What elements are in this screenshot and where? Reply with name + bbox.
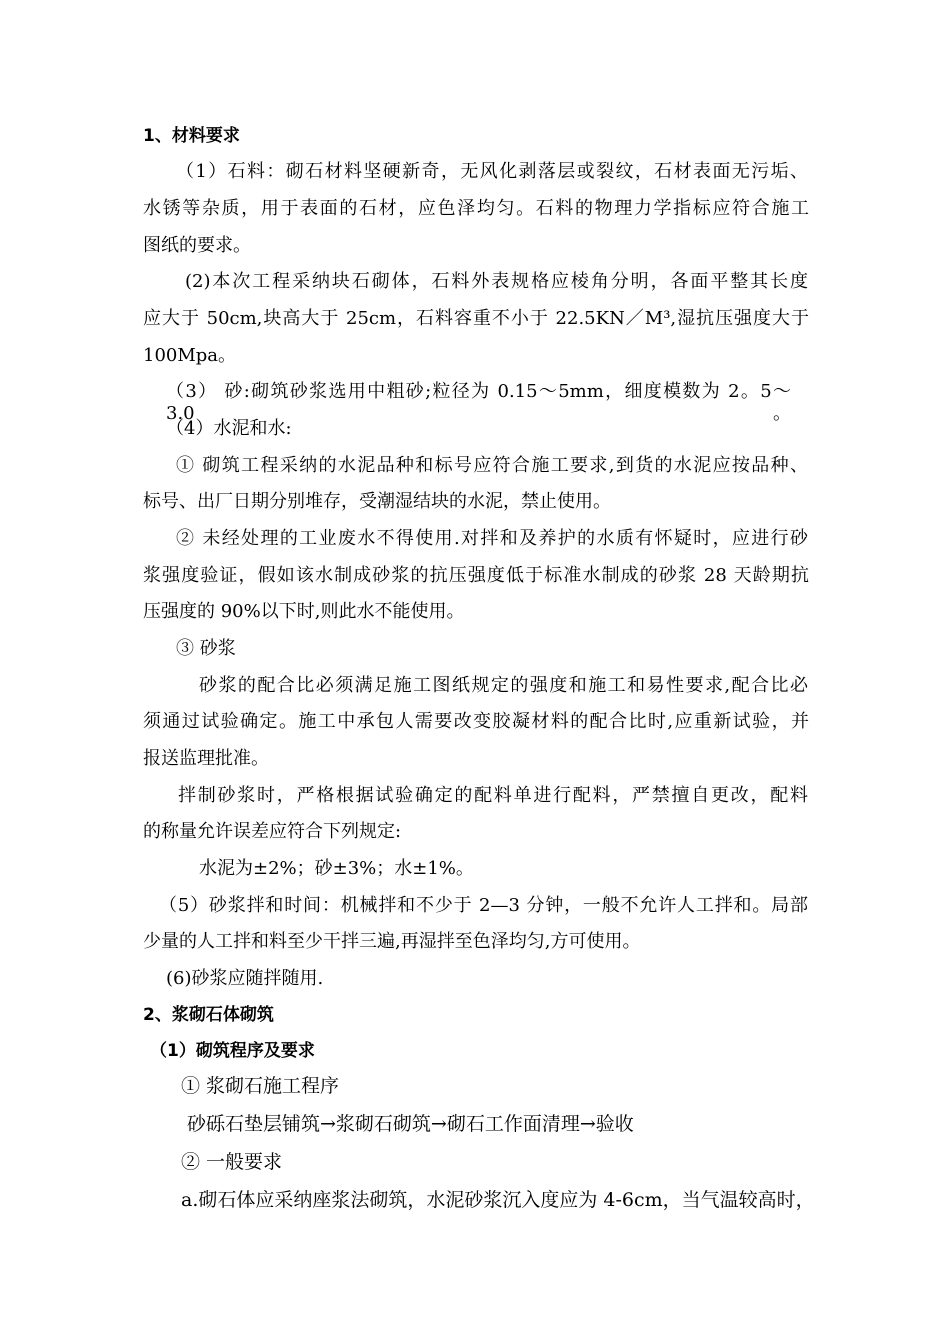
- paragraph-line: 砂砾石垫层铺筑→浆砌石砌筑→砌石工作面清理→验收: [187, 1113, 634, 1135]
- paragraph-line: 压强度的 90%以下时,则此水不能使用。: [143, 601, 465, 622]
- paragraph-line: ① 浆砌石施工程序: [181, 1075, 340, 1097]
- section-heading-1: 1、材料要求: [143, 126, 240, 146]
- paragraph-line: 100Mpa。: [143, 345, 237, 366]
- paragraph-line: 水锈等杂质，用于表面的石材，应色泽均匀。石料的物理力学指标应符合施工: [143, 198, 809, 219]
- section-heading-2: 2、浆砌石体砌筑: [143, 1005, 274, 1025]
- paragraph-line: 水泥为±2%；砂±3%；水±1%。: [199, 858, 474, 879]
- paragraph-line: a.砌石体应采纳座浆法砌筑，水泥砂浆沉入度应为 4-6cm，当气温较高时，: [181, 1189, 815, 1211]
- paragraph-line: ② 未经处理的工业废水不得使用.对拌和及养护的水质有怀疑时，应进行砂: [176, 528, 808, 549]
- paragraph-line: （5）砂浆拌和时间：机械拌和不少于 2—3 分钟，一般不允许人工拌和。局部: [159, 895, 808, 916]
- paragraph-line: （1）石料：砌石材料坚硬新奇，无风化剥落层或裂纹，石材表面无污垢、: [176, 161, 808, 182]
- subsection-heading: （1）砌筑程序及要求: [150, 1041, 315, 1061]
- paragraph-line: 须通过试验确定。施工中承包人需要改变胶凝材料的配合比时,应重新试验，并: [143, 711, 809, 732]
- paragraph-line: 砂浆的配合比必须满足施工图纸规定的强度和施工和易性要求,配合比必: [199, 675, 808, 696]
- paragraph-line: 标号、出厂日期分别堆存，受潮湿结块的水泥，禁止使用。: [143, 491, 611, 512]
- paragraph-line: ① 砌筑工程采纳的水泥品种和标号应符合施工要求,到货的水泥应按品种、: [176, 455, 808, 476]
- paragraph-line: 的称量允许误差应符合下列规定:: [143, 821, 402, 842]
- paragraph-line: ③ 砂浆: [176, 638, 236, 659]
- paragraph-line: 报送监理批准。: [143, 748, 269, 769]
- paragraph-line: 少量的人工拌和料至少干拌三遍,再湿拌至色泽均匀,方可使用。: [143, 931, 641, 952]
- paragraph-line: ② 一般要求: [181, 1151, 283, 1173]
- paragraph-line: （4）水泥和水:: [166, 418, 292, 439]
- paragraph-line: 应大于 50cm,块高大于 25cm，石料容重不小于 22.5KN／M³,湿抗压强度大于: [143, 308, 809, 329]
- paragraph-line: 图纸的要求。: [143, 235, 251, 256]
- paragraph-line: (2)本次工程采纳块石砌体，石料外表规格应棱角分明，各面平整其长度: [185, 271, 808, 292]
- paragraph-line: (6)砂浆应随拌随用.: [166, 968, 324, 989]
- paragraph-line: 浆强度验证，假如该水制成砂浆的抗压强度低于标准水制成的砂浆 28 天龄期抗: [143, 565, 809, 586]
- paragraph-line: 拌制砂浆时，严格根据试验确定的配料单进行配料，严禁擅自更改，配料: [178, 785, 808, 806]
- paragraph-line: （3） 砂:砌筑砂浆选用中粗砂;粒径为 0.15～5mm，细度模数为 2。5～3.0。: [166, 381, 791, 424]
